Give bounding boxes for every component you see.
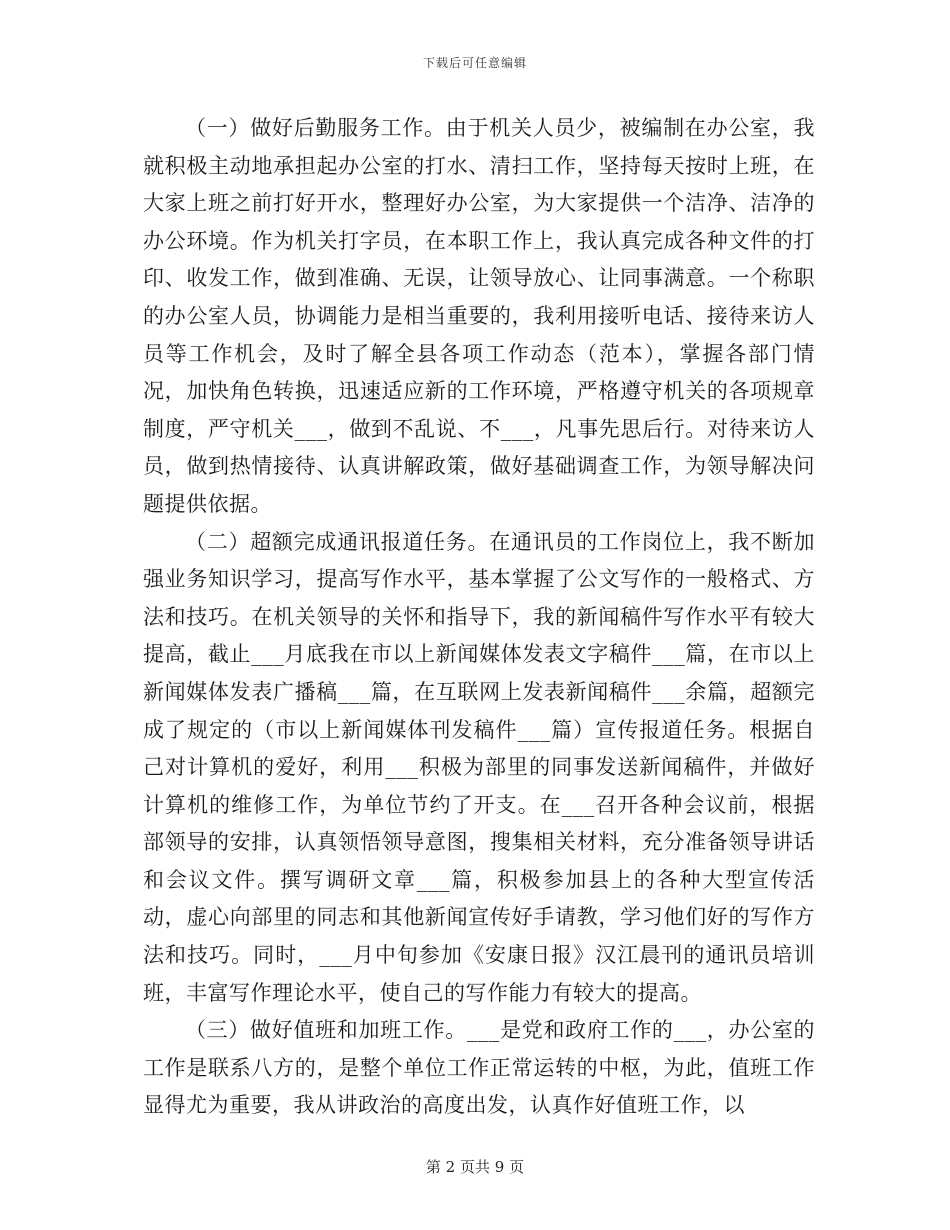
document-body [143, 110, 815, 1125]
paragraph-reporting: （二）超额完成通讯报道任务。在通讯员的工作岗位上，我不断加强业务知识学习，提高写作水平，基本掌握了公文写作的一般格式、方法和技巧。在机关领导的关怀和指导下，我的新闻稿件写作水平有较大提高，截止___月底我在市以上新闻媒体发表文字稿件___篇，在市以上新闻媒体发表广播稿___篇，在互联网上发表新闻稿件___余篇，超额完成了规定的（市以上新闻媒体刊发稿件___篇）宣传报道任务。根据自己对计算机的爱好，利用___积极为部里的同事发送新闻稿件，并做好计算机的维修工作，为单位节约了开支。在___召开各种会议前，根据部领导的安排，认真领悟领导意图，搜集相关材料，充分准备领导讲话和会议文件。撰写调研文章___篇，积极参加县上的各种大型宣传活动，虚心向部里的同志和其他新闻宣传好手请教，学习他们好的写作方法和技巧。同时，___月中旬参加《安康日报》汉江晨刊的通讯员培训班，丰富写作理论水平，使自己的写作能力有较大的提高。 [143, 529, 815, 1005]
page-header-note: 下载后可任意编辑 [422, 56, 527, 70]
paragraph-logistics: （一）做好后勤服务工作。由于机关人员少，被编制在办公室，我就积极主动地承担起办公室的打水、清扫工作，坚持每天按时上班，在大家上班之前打好开水，整理好办公室，为大家提供一个洁净、洁净的办公环境。作为机关打字员，在本职工作上，我认真完成各种文件的打印、收发工作，做到准确、无误，让领导放心、让同事满意。一个称职的办公室人员，协调能力是相当重要的，我利用接听电话、接待来访人员等工作机会，及时了解全县各项工作动态（范本），掌握各部门情况，加快角色转换，迅速适应新的工作环境，严格遵守机关的各项规章制度，严守机关___，做到不乱说、不___，凡事先思后行。对待来访人员，做到热情接待、认真讲解政策，做好基础调查工作，为领导解决问题提供依据。 [143, 116, 815, 516]
page-number-footer: 第 2 页共 9 页 [425, 1158, 525, 1176]
paragraph-duty: （三）做好值班和加班工作。___是党和政府工作的___，办公室的工作是联系八方的，是整个单位工作正常运转的中枢，为此，值班工作显得尤为重要，我从讲政治的高度出发，认真作好值班工作，以 [143, 1018, 815, 1118]
